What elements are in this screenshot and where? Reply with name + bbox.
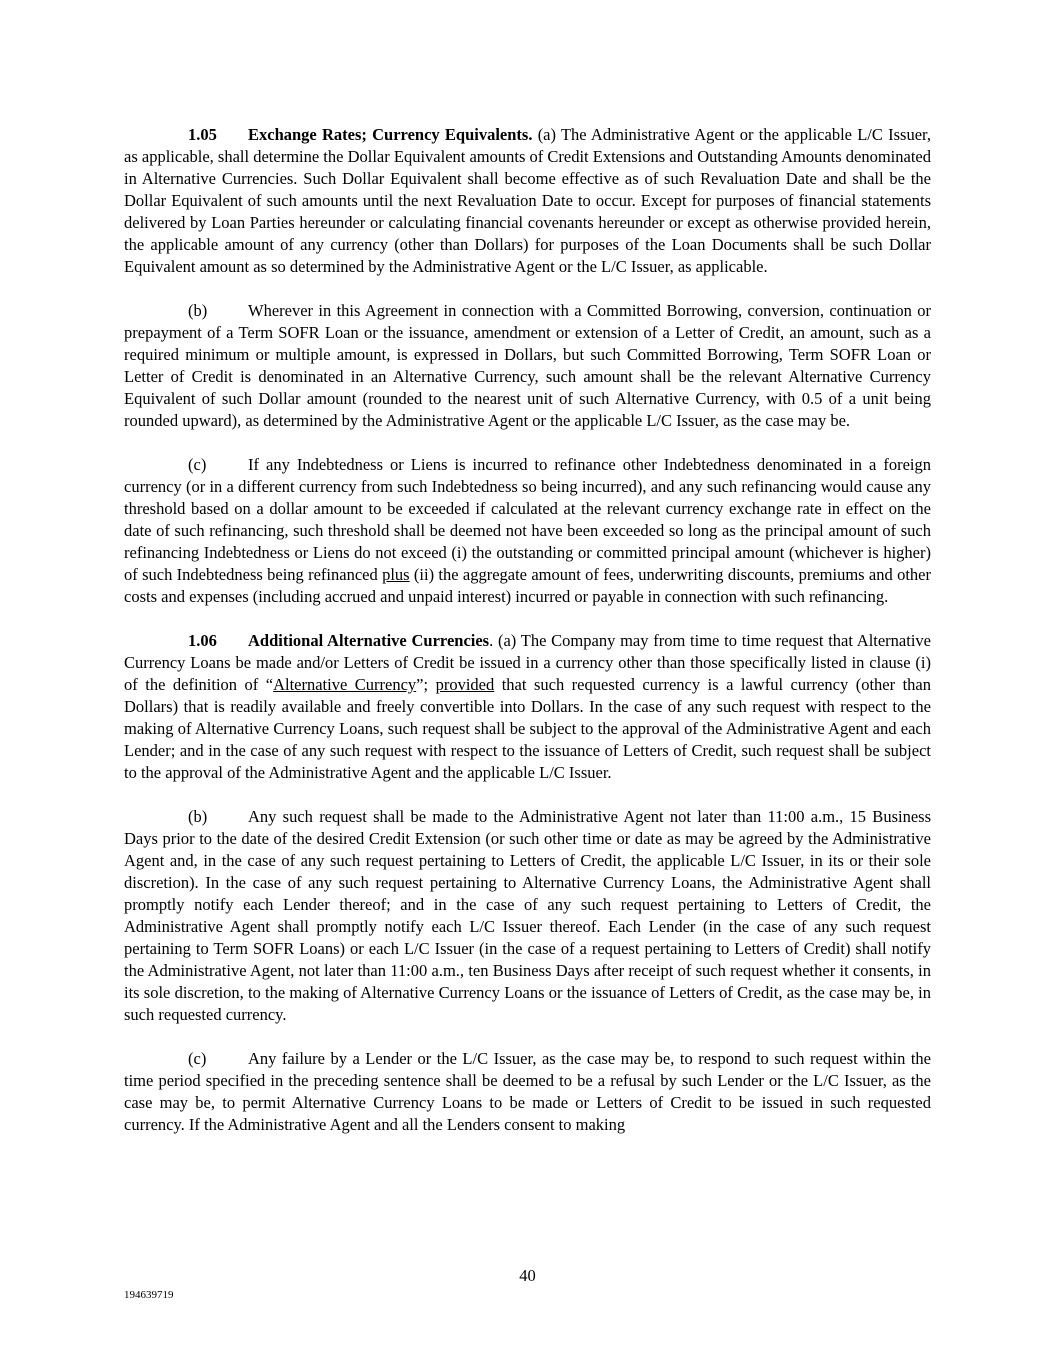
section-number: 1.06 <box>188 631 217 650</box>
section-number: 1.05 <box>188 125 217 144</box>
paragraph-text: If any Indebtedness or Liens is incurred to refinance other Indebtedness denominated in a foreign currency (or in a different currency from such Indebtedness so being incurred), and any such refinancing would cause any threshold based on a dollar amount to be exceeded if calculated at the relevant currency exchange rate in effect on the date of such refinancing, such threshold shall be deemed not have been exceeded so long as the principal amount of such refinancing Indebtedness or Liens do not exceed (i) the outstanding or committed principal amount (whichever is higher) of such Indebtedness being refinanced <box>124 455 931 584</box>
subsection-label: (b) <box>188 807 208 826</box>
paragraph-text: . (a) The Company may from time to time request that Alternative Currency Loans be made and/or Letters of Credit be issued in a currency other than those specifically listed in clause (i) of the definition of “ <box>124 631 931 694</box>
paragraph-text: Any failure by a Lender or the L/C Issuer, as the case may be, to respond to such request within the time period specified in the preceding sentence shall be deemed to be a refusal by such Lender or the L/C Issuer, as the case may be, to permit Alternative Currency Loans to be made or Letters of Credit to be issued in such requested currency. If the Administrative Agent and all the Lenders consent to making <box>124 1049 931 1134</box>
defined-term-alternative-currency: Alternative Currency <box>273 675 417 694</box>
section-1-06-paragraph-a <box>124 630 931 784</box>
underlined-term-provided: provided <box>435 675 495 694</box>
paragraph-text: (a) The Administrative Agent or the applicable L/C Issuer, as applicable, shall determine the Dollar Equivalent amounts of Credit Extensions and Outstanding Amounts denominated in Alternative Currencies. Such Dollar Equivalent shall become effective as of such Revaluation Date and shall be the Dollar Equivalent of such amounts until the next Revaluation Date to occur. Except for purposes of financial statements delivered by Loan Parties hereunder or calculating financial covenants hereunder or except as otherwise provided herein, the applicable amount of any currency (other than Dollars) for purposes of the Loan Documents shall be such Dollar Equivalent amount as so determined by the Administrative Agent or the L/C Issuer, as applicable. <box>124 125 931 276</box>
section-heading: Additional Alternative Currencies <box>248 631 490 650</box>
section-1-06-paragraph-b <box>124 806 931 1026</box>
paragraph-text: ”; <box>416 675 436 694</box>
document-id: 194639719 <box>124 1289 174 1301</box>
page-number: 40 <box>519 1266 536 1285</box>
paragraph-text: Any such request shall be made to the Administrative Agent not later than 11:00 a.m., 15 Business Days prior to the date of the desired Credit Extension (or such other time or date as may be agreed by the Administrative Agent and, in the case of any such request pertaining to Letters of Credit, the applicable L/C Issuer, in its or their sole discretion). In the case of any such request pertaining to Alternative Currency Loans, the Administrative Agent shall promptly notify each Lender thereof; and in the case of any such request pertaining to Letters of Credit, the Administrative Agent shall promptly notify each L/C Issuer thereof. Each Lender (in the case of any such request pertaining to Term SOFR Loans) or each L/C Issuer (in the case of a request pertaining to Letters of Credit) shall notify the Administrative Agent, not later than 11:00 a.m., ten Business Days after receipt of such request whether it consents, in its sole discretion, to the making of Alternative Currency Loans or the issuance of Letters of Credit, as the case may be, in such requested currency. <box>124 807 931 1024</box>
subsection-label: (b) <box>188 301 208 320</box>
paragraph-text: (ii) the aggregate amount of fees, underwriting discounts, premiums and other costs and expenses (including accrued and unpaid interest) incurred or payable in connection with such refinancing. <box>124 565 931 606</box>
subsection-label: (c) <box>188 455 207 474</box>
document-body <box>124 124 931 1136</box>
section-heading: Exchange Rates; Currency Equivalents. <box>248 125 533 144</box>
subsection-label: (c) <box>188 1049 207 1068</box>
paragraph-text: that such requested currency is a lawful currency (other than Dollars) that is readily available and freely convertible into Dollars. In the case of any such request with respect to the making of Alternative Currency Loans, such request shall be subject to the approval of the Administrative Agent and each Lender; and in the case of any such request with respect to the issuance of Letters of Credit, such request shall be subject to the approval of the Administrative Agent and the applicable L/C Issuer. <box>124 675 931 782</box>
section-1-05-paragraph-a <box>124 124 931 278</box>
section-1-06-paragraph-c <box>124 1048 931 1136</box>
section-1-05-paragraph-b <box>124 300 931 432</box>
underlined-term-plus: plus <box>382 565 410 584</box>
section-1-05-paragraph-c <box>124 454 931 608</box>
paragraph-text: Wherever in this Agreement in connection with a Committed Borrowing, conversion, continuation or prepayment of a Term SOFR Loan or the issuance, amendment or extension of a Letter of Credit, an amount, such as a required minimum or multiple amount, is expressed in Dollars, but such Committed Borrowing, Term SOFR Loan or Letter of Credit is denominated in an Alternative Currency, such amount shall be the relevant Alternative Currency Equivalent of such Dollar amount (rounded to the nearest unit of such Alternative Currency, with 0.5 of a unit being rounded upward), as determined by the Administrative Agent or the applicable L/C Issuer, as the case may be. <box>124 301 931 430</box>
